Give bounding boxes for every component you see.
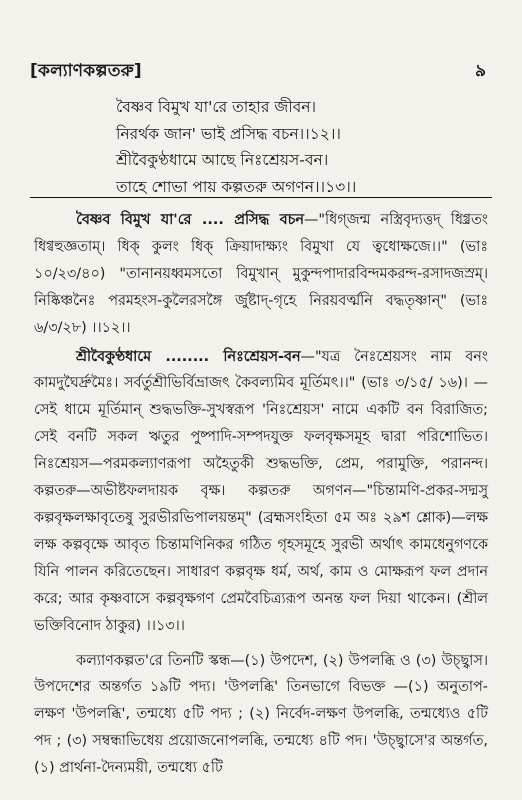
lemma-heading: বৈষ্ণব বিমুখ যা'রে .... প্রসিদ্ধ বচন xyxy=(76,212,305,228)
page-number: ৯ xyxy=(474,61,486,81)
verse-line: নিরর্থক জান' ভাই প্রসিদ্ধ বচন।।১২।। xyxy=(116,124,341,143)
commentary-body xyxy=(34,207,488,782)
commentary-text: কল্যাণকল্পত'রে তিনটি স্কন্ধ—(১) উপদেশ, (২) উপলব্ধি ও (৩) উচ্ছ্বাস। উপদেশের অন্তর্গত ১৯টি পদ্য। 'উপলব্ধি' তিনভাগে বিভক্ত —(১) অনুতাপ-লক্ষণ 'উপলব্ধি', তন্মধ্যে ৫টি পদ্য ; (২) নির্বেদ-লক্ষণ উপলব্ধি, তন্মধ্যেও ৫টি পদ ; (৩) সম্বন্ধাভিধেয় প্রয়োজনোপলব্ধি, তন্মধ্যে ৪টি পদ। 'উচ্ছ্বাসে'র অন্তর্গত, (১) প্রার্থনা-দৈন্যময়ী, তন্মধ্যে ৫টি xyxy=(34,652,488,777)
page-header xyxy=(30,58,492,86)
commentary-paragraph xyxy=(34,648,488,783)
commentary-paragraph xyxy=(34,207,488,342)
verse-block xyxy=(116,94,486,200)
verse-line: তাহে শোভা পায় কল্পতরু অগণন।।১৩।। xyxy=(116,177,357,196)
lemma-heading: শ্রীবৈকুণ্ঠধামে ........ নিঃশ্রেয়স-বন xyxy=(76,348,301,365)
commentary-paragraph xyxy=(34,344,488,640)
commentary-text: —"ধিগ্জন্ম নস্ত্রিবৃদ্যত্তদ্ ধিগ্ব্রতং ধিগ্বহুজ্ঞতাম্। ধিক্ কুলং ধিক্ ক্রিয়াদাক্ষ্যং বিমুখা যে ত্বধোক্ষজে।।" (ভাঃ ১০/২৩/৪০) "তানানয়ধ্বমসতো বিমুখান্ মুকুন্দপাদারবিন্দমকরন্দ-রসাদজস্রম্। নিষ্কিঞ্চনৈঃ পরমহংস-কুলৈরসঙ্গৈ র্জুষ্টাদ্-গৃহে নিরয়বর্ত্মনি বদ্ধতৃষ্ণান্" (ভাঃ ৬/৩/২৮) ।।১২।। xyxy=(34,212,488,336)
running-title: [কল্যাণকল্পতরু] xyxy=(30,61,142,81)
verse-line: শ্রীবৈকুণ্ঠধামে আছে নিঃশ্রেয়স-বন। xyxy=(116,151,329,169)
commentary-text: —"যত্র নৈঃশ্রেয়সং নাম বনং কামদুঘৈর্দ্রুমৈঃ। সর্বর্তুশ্রীভির্বিভ্রাজৎ কৈবল্যমিব মূর্তিমৎ।।" (ভাঃ ৩/১৫/ ১৬)। —সেই ধামে মূর্তিমান্ শুদ্ধভক্তি-সুখস্বরূপ 'নিঃশ্রেয়স' নামে একটি বন বিরাজিত; সেই বনটি সকল ঋতুর পুষ্পাদি-সম্পদযুক্ত ফলবৃক্ষসমূহ দ্বারা পরিশোভিত। নিঃশ্রেয়স—পরমকল্যাণরূপা অহৈতুকী শুদ্ধভক্তি, প্রেম, পরামুক্তি, পরানন্দ। কল্পতরু—অভীষ্টফলদায়ক বৃক্ষ। কল্পতরু অগণন—"চিন্তামণি-প্রকর-সদ্মসু কল্পবৃক্ষলক্ষাবৃতেষু সুরভীরভিপালয়ন্তম্" (ব্রহ্মসংহিতা ৫ম অঃ ২৯শ শ্লোক)—লক্ষ লক্ষ কল্পবৃক্ষে আবৃত চিন্তামণিনিকর গঠিত গৃহসমূহে সুরভী অর্থাৎ কামধেনুগণকে যিনি পালন করিতেছেন। সাধারণ কল্পবৃক্ষ ধর্ম, অর্থ, কাম ও মোক্ষরূপ ফল প্রদান করে; আর কৃষ্ণবাসে কল্পবৃক্ষগণ প্রেমবৈচিত্র্যরূপ অনন্ত ফল দিয়া থাকেন। (শ্রীল ভক্তিবিনোদ ঠাকুর) ।।১৩।। xyxy=(34,348,488,634)
section-divider xyxy=(30,197,492,198)
verse-line: বৈষ্ণব বিমুখ যা'রে তাহার জীবন। xyxy=(116,98,317,116)
